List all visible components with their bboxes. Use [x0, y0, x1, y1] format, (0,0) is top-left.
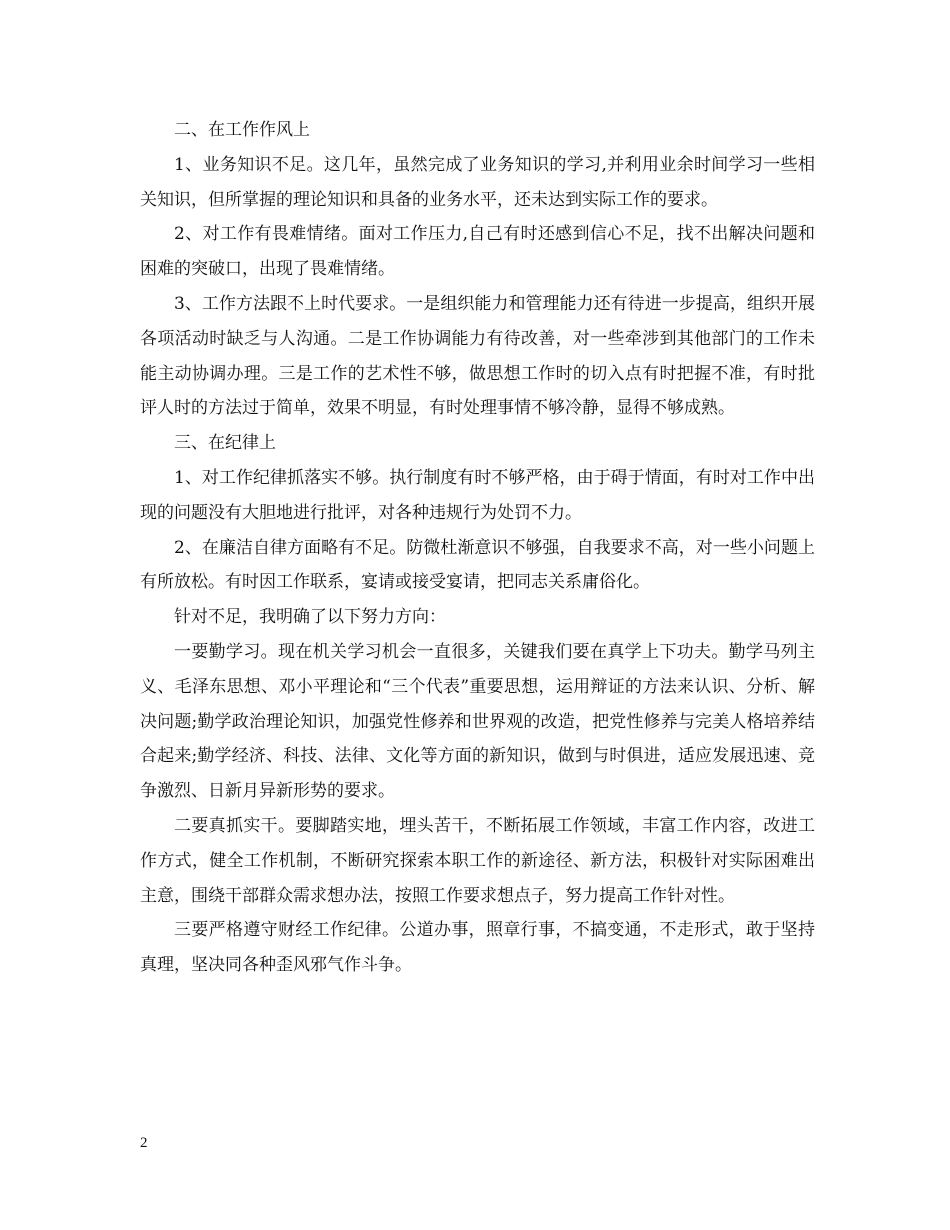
- page-number: 2: [140, 1135, 148, 1151]
- paragraph-integrity: 2、在廉洁自律方面略有不足。防微杜渐意识不够强，自我要求不高，对一些小问题上有所放松。有时因工作联系，宴请或接受宴请，把同志关系庸俗化。: [140, 537, 815, 593]
- paragraph-improvement-intro: 针对不足，我明确了以下努力方向：: [174, 607, 446, 628]
- paragraph-practical-work: 二要真抓实干。要脚踏实地，埋头苦干，不断拓展工作领域，丰富工作内容，改进工作方式，健全工作机制，不断研究探索本职工作的新途径、新方法，积极针对实际困难出主意，围绕干部群众需求想办法，按照工作要求想点子，努力提高工作针对性。: [140, 815, 815, 906]
- section-heading-work-style: 二、在工作作风上: [174, 120, 310, 140]
- paragraph-work-methods: 3、工作方法跟不上时代要求。一是组织能力和管理能力还有待进一步提高，组织开展各项活动时缺乏与人沟通。二是工作协调能力有待改善，对一些牵涉到其他部门的工作未能主动协调办理。三是工作的艺术性不够，做思想工作时的切入点有时把握不准，有时批评人时的方法过于简单，效果不明显，有时处理事情不够冷静，显得不够成熟。: [140, 293, 815, 419]
- paragraph-study-diligently: 一要勤学习。现在机关学习机会一直很多，关键我们要在真学上下功夫。勤学马列主义、毛泽东思想、邓小平理论和“三个代表”重要思想，运用辩证的方法来认识、分析、解决问题;勤学政治理论知识，加强党性修养和世界观的改造，把党性修养与完美人格培养结合起来;勤学经济、科技、法律、文化等方面的新知识，做到与时俱进，适应发展迅速、竞争激烈、日新月异新形势的要求。: [140, 641, 815, 802]
- document-body: [140, 113, 815, 983]
- paragraph-financial-discipline: 三要严格遵守财经工作纪律。公道办事，照章行事，不搞变通，不走形式，敢于坚持真理，坚决同各种歪风邪气作斗争。: [140, 920, 815, 976]
- paragraph-business-knowledge: 1、业务知识不足。这几年，虽然完成了业务知识的学习,并利用业余时间学习一些相关知识，但所掌握的理论知识和具备的业务水平，还未达到实际工作的要求。: [140, 154, 815, 210]
- section-heading-discipline: 三、在纪律上: [174, 433, 276, 454]
- paragraph-fear-of-difficulty: 2、对工作有畏难情绪。面对工作压力,自己有时还感到信心不足，找不出解决问题和困难的突破口，出现了畏难情绪。: [140, 224, 815, 280]
- paragraph-discipline-enforcement: 1、对工作纪律抓落实不够。执行制度有时不够严格，由于碍于情面，有时对工作中出现的问题没有大胆地进行批评，对各种违规行为处罚不力。: [140, 467, 815, 523]
